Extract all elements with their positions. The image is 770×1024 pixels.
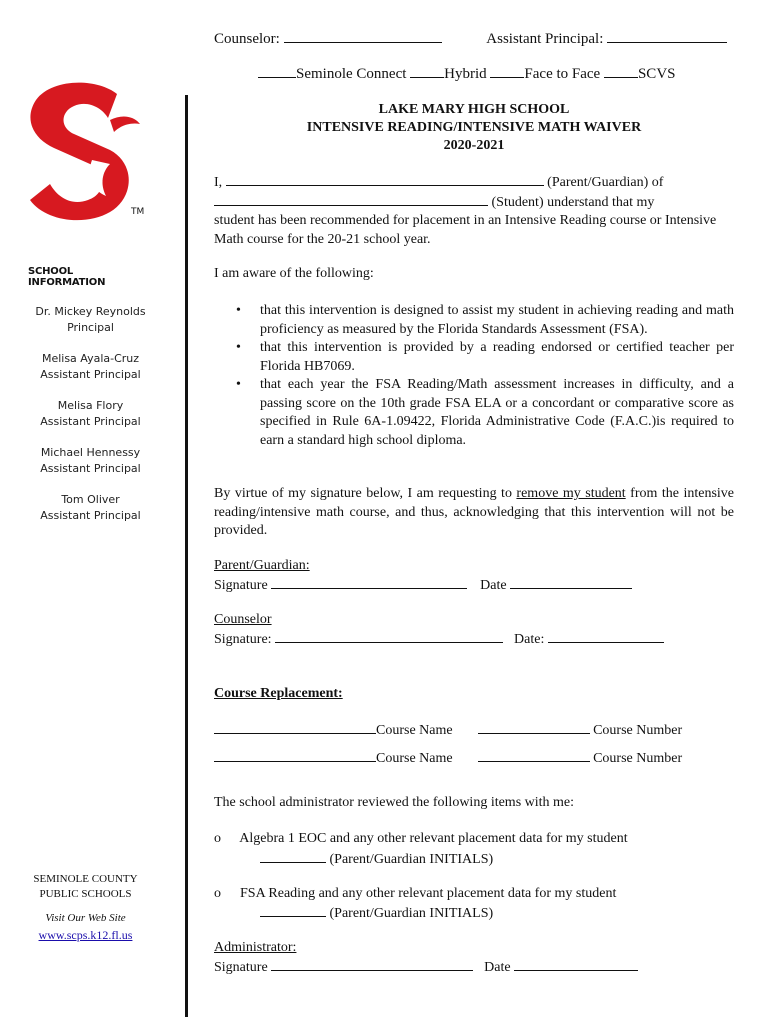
- admin-sig-row: [214, 958, 638, 976]
- option-blank[interactable]: [490, 65, 524, 78]
- visit-website-label: Visit Our Web Site: [45, 912, 126, 924]
- checklist-item: [214, 831, 628, 847]
- counselor-field[interactable]: [284, 30, 442, 43]
- parent-date-field[interactable]: [510, 576, 632, 589]
- staff-title: Assistant Principal: [40, 509, 141, 522]
- course-replacement-heading: [214, 686, 343, 702]
- initials-label: (Parent/Guardian INITIALS): [329, 852, 494, 867]
- county-line-2: PUBLIC SCHOOLS: [39, 888, 132, 900]
- staff-title: Assistant Principal: [40, 462, 141, 475]
- initials-row: [260, 850, 493, 868]
- assistant-principal-label: Assistant Principal:: [486, 31, 604, 47]
- virtue-paragraph: [214, 485, 734, 541]
- staff-name: Tom Oliver: [61, 493, 120, 506]
- option-hybrid: Hybrid: [444, 66, 487, 82]
- parent-sig-row: [214, 576, 632, 594]
- parent-name-field[interactable]: [226, 173, 544, 186]
- initials-row: [260, 904, 493, 922]
- intro-rest: student has been recommended for placement in an Intensive Reading course or Intensive Math course for the 20-21 school year.: [214, 213, 717, 247]
- staff-name: Michael Hennessy: [40, 446, 141, 459]
- counselor-signature-label: Signature:: [214, 632, 272, 647]
- staff-entry: [28, 445, 153, 477]
- seminole-s-logo: [22, 76, 152, 226]
- school-info-sidebar: [28, 266, 153, 539]
- county-line-1: SEMINOLE COUNTY: [33, 873, 138, 885]
- checklist-item: [214, 886, 616, 902]
- checklist-text: Algebra 1 EOC and any other relevant placement data for my student: [239, 831, 628, 846]
- staff-entry: [28, 398, 153, 430]
- counselor-label: Counselor:: [214, 31, 280, 47]
- counselor-ap-line: [214, 30, 727, 48]
- student-label: (Student) understand that my: [491, 194, 655, 210]
- course-number-field[interactable]: [478, 721, 590, 734]
- option-face-to-face: Face to Face: [524, 66, 601, 82]
- course-name-field[interactable]: [214, 721, 376, 734]
- attendance-options: [258, 65, 676, 83]
- school-year: 2020-2021: [443, 138, 505, 153]
- counselor-sig-row: [214, 630, 664, 648]
- admin-signature-label: Signature: [214, 960, 268, 975]
- course-row: [214, 749, 682, 767]
- form-title: [214, 101, 734, 155]
- checkbox-circle[interactable]: o: [214, 886, 221, 901]
- bullet-item: • that each year the FSA Reading/Math assessment increases in difficulty, and a passing score on the 10th grade FSA ELA or a concordant or comparative score as specified in Rule 6A-1.09422, Florida Administrative Code (F.A.C.)is required to earn a standard high school diploma.: [260, 376, 734, 450]
- parent-signature-field[interactable]: [271, 576, 467, 589]
- website-link[interactable]: www.scps.k12.fl.us: [38, 928, 133, 942]
- counselor-date-field[interactable]: [548, 630, 664, 643]
- staff-name: Dr. Mickey Reynolds: [35, 305, 146, 318]
- virtue-before: By virtue of my signature below, I am requesting to: [214, 486, 517, 501]
- admin-sig-heading: [214, 940, 296, 956]
- admin-signature-field[interactable]: [271, 958, 473, 971]
- vertical-divider: [185, 95, 188, 1017]
- course-name-field[interactable]: [214, 749, 376, 762]
- staff-entry: [28, 351, 153, 383]
- counselor-date-label: Date:: [514, 632, 545, 647]
- parent-sig-heading: [214, 558, 310, 574]
- school-info-heading: SCHOOL INFORMATION: [28, 266, 106, 288]
- virtue-after: from the intensive reading/intensive math course, and thus, acknowledging that this intervention will not be provided.: [214, 486, 734, 538]
- school-name: LAKE MARY HIGH SCHOOL: [378, 102, 570, 117]
- parent-date-label: Date: [480, 578, 507, 593]
- option-seminole-connect: Seminole Connect: [296, 66, 407, 82]
- parent-label: (Parent/Guardian) of: [547, 175, 664, 190]
- counselor-signature-field[interactable]: [275, 630, 503, 643]
- checkbox-circle[interactable]: o: [214, 831, 221, 846]
- course-row: [214, 721, 682, 739]
- staff-title: Principal: [67, 321, 114, 334]
- assistant-principal-field[interactable]: [607, 30, 727, 43]
- county-name: [28, 872, 143, 902]
- initials-field[interactable]: [260, 850, 326, 863]
- option-blank[interactable]: [410, 65, 444, 78]
- intro-paragraph: [214, 173, 734, 249]
- counselor-sig-heading-text: Counselor: [214, 612, 272, 627]
- staff-entry: [28, 492, 153, 524]
- trademark: TM: [131, 207, 145, 217]
- option-blank[interactable]: [604, 65, 638, 78]
- admin-date-label: Date: [484, 960, 511, 975]
- initials-field[interactable]: [260, 904, 326, 917]
- checklist-text: FSA Reading and any other relevant placement data for my student: [240, 886, 617, 901]
- bullet-list: [214, 302, 734, 450]
- staff-entry: [28, 304, 153, 336]
- course-name-label: Course Name: [376, 751, 453, 766]
- parent-sig-heading-text: Parent/Guardian:: [214, 558, 310, 573]
- course-name-label: Course Name: [376, 723, 453, 738]
- student-name-field[interactable]: [214, 193, 488, 206]
- bullet-item: • that this intervention is designed to assist my student in achieving reading and math proficiency as measured by the Florida Standards Assessment (FSA).: [260, 302, 734, 339]
- staff-name: Melisa Flory: [57, 399, 124, 412]
- waiver-title: INTENSIVE READING/INTENSIVE MATH WAIVER: [306, 120, 642, 135]
- staff-title: Assistant Principal: [40, 368, 141, 381]
- reviewed-text: The school administrator reviewed the following items with me:: [214, 795, 575, 810]
- staff-title: Assistant Principal: [40, 415, 141, 428]
- virtue-underlined: remove my student: [516, 486, 626, 501]
- course-number-label: Course Number: [593, 751, 683, 766]
- initials-label: (Parent/Guardian INITIALS): [329, 906, 494, 921]
- option-scvs: SCVS: [637, 66, 676, 82]
- staff-name: Melisa Ayala-Cruz: [41, 352, 140, 365]
- parent-signature-label: Signature: [214, 578, 268, 593]
- option-blank[interactable]: [258, 65, 296, 78]
- admin-date-field[interactable]: [514, 958, 638, 971]
- i-label: I,: [214, 175, 223, 190]
- counselor-sig-heading: [214, 612, 272, 628]
- aware-text: I am aware of the following:: [214, 266, 374, 281]
- course-replacement-heading-text: Course Replacement:: [214, 686, 343, 701]
- admin-sig-heading-text: Administrator:: [214, 940, 297, 955]
- course-number-label: Course Number: [593, 723, 683, 738]
- course-number-field[interactable]: [478, 749, 590, 762]
- bullet-item: • that this intervention is provided by a reading endorsed or certified teacher per Florida HB7069.: [260, 339, 734, 376]
